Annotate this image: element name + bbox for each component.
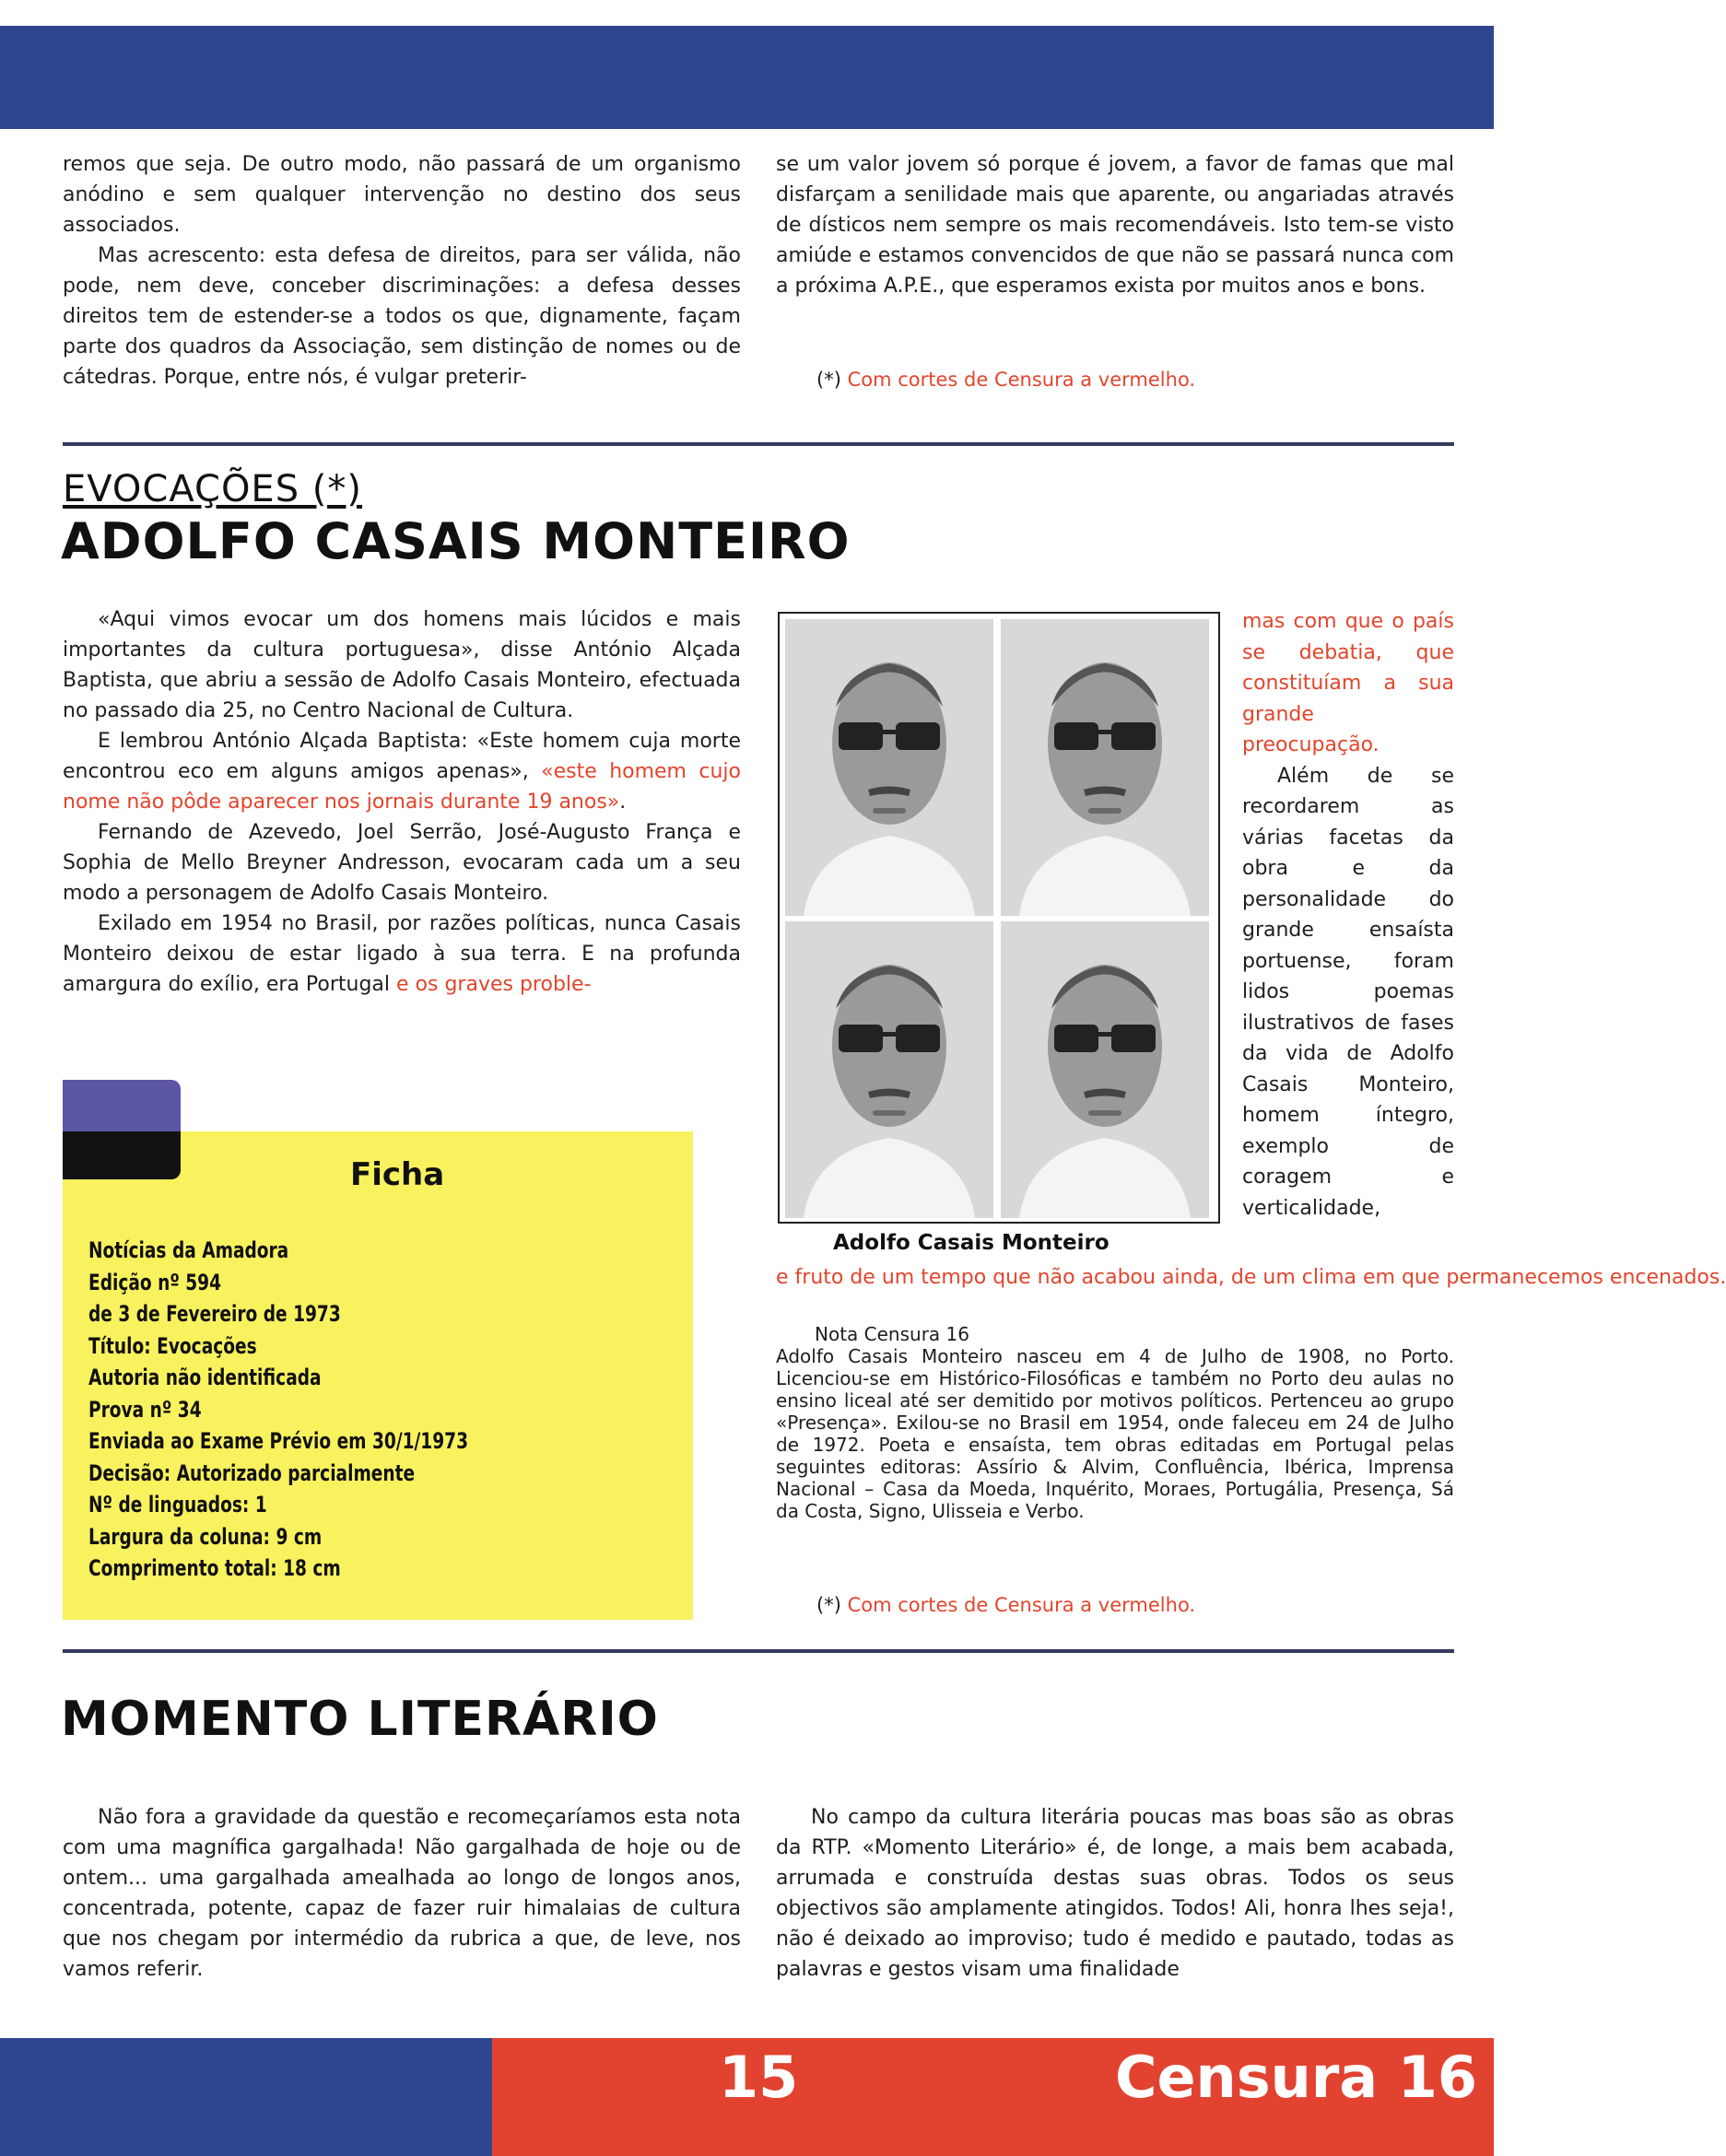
article-paragraph-2 [63,726,741,817]
divider-1 [63,442,1454,446]
ficha-line: Comprimento total: 18 cm [88,1555,341,1581]
ficha-line: Prova nº 34 [88,1396,202,1423]
nota-censura-body: Adolfo Casais Monteiro nasceu em 4 de Julho de 1908, no Porto. Licenciou-se em Histórico-Filosóficas e também no Porto deu aulas no ensino liceal até ser demitido por motivos políticos. Pertenceu ao grupo «Presença». Exilou-se no Brasil em 1954, onde faleceu em 24 de Julho de 1972. Poeta e ensaísta, tem obras editadas em Portugal pelas seguintes editoras: Assírio & Alvim, Confluência, Ibérica, Imprensa Nacional – Casa da Moeda, Inquérito, Moraes, Portugália, Presença, Sá da Costa, Signo, Ulisseia e Verbo. [776,1345,1454,1522]
nota-censura [776,1323,1454,1522]
portrait-image-3 [785,921,993,1218]
portrait-tile-3 [785,921,993,1218]
ficha-accent-black [63,1131,181,1179]
top-left-paragraph-1: remos que seja. De outro modo, não passará de um organismo anódino e sem qualquer intervenção no destino dos seus associados. [63,153,741,237]
ficha-line: Largura da coluna: 9 cm [88,1523,323,1550]
article-right-column [1242,606,1454,1224]
article-paragraph-2-text: E lembrou António Alçada Baptista: «Este homem cuja morte encontrou eco em alguns amigos apenas», [63,730,741,783]
top-censorship-text: Com cortes de Censura a vermelho. [847,369,1196,391]
top-left-paragraph-2: Mas acrescento: esta defesa de direitos, para ser válida, não pode, nem deve, conceber discriminações: a defesa desses direitos tem de estender-se a todos os que, dignamente, façam parte dos quadros da Associação, sem distinção de nomes ou de cátedras. Porque, entre nós, é vulgar preterir- [63,244,741,389]
ficha-line: Autoria não identificada [88,1365,322,1390]
ficha-line: Notícias da Amadora [88,1237,289,1263]
publication-name: Censura 16 [1115,2044,1478,2111]
footer-bar-blue [0,2038,492,2156]
portrait-image-4 [1001,921,1209,1218]
ficha-line: Título: Evocações [88,1332,257,1359]
portrait-tile-4 [1001,921,1209,1218]
nota-censorship-marker: (*) [816,1594,841,1616]
article-right-censored-2: e fruto de um tempo que não acabou ainda, de um clima em que permanecemos encenados. [776,1266,1726,1289]
article-paragraph-3: Fernando de Azevedo, Joel Serrão, José-Augusto França e Sophia de Mello Breyner Andresson, evocaram cada um a seu modo a personagem de Adolfo Casais Monteiro. [63,821,741,905]
divider-2 [63,1649,1454,1653]
momento-right-column [776,1802,1454,1985]
momento-title: MOMENTO LITERÁRIO [61,1692,659,1747]
ficha-title: Ficha [350,1156,445,1193]
momento-left-column [63,1802,741,1985]
article-paragraph-1: «Aqui vimos evocar um dos homens mais lúcidos e mais importantes da cultura portuguesa», disse António Alçada Baptista, que abriu a sessão de Adolfo Casais Monteiro, efectuada no passado dia 25, no Centro Nacional de Cultura. [63,608,741,722]
ficha-line: Edição nº 594 [88,1269,222,1295]
nota-censorship-note [816,1594,1195,1616]
article-right-censored-1: mas com que o país se debatia, que constituíam a sua grande preocupação. [1242,610,1454,756]
nota-censura-heading: Nota Censura 16 [815,1323,969,1345]
top-left-column [63,149,741,393]
article-paragraph-2-censored: «este homem cujo nome não pôde aparecer nos jornais durante 19 anos» [63,760,741,814]
article-paragraph-4 [63,908,741,1000]
top-banner [0,26,1494,129]
ficha-line: Nº de linguados: 1 [88,1492,267,1517]
portrait-tile-2 [1001,619,1209,916]
article-left-column [63,604,741,1000]
portrait-tile-1 [785,619,993,916]
article-title: ADOLFO CASAIS MONTEIRO [61,512,851,570]
article-paragraph-4-censored: e os graves proble- [396,973,592,996]
page-number: 15 [719,2044,799,2111]
article-paragraph-2-end: . [619,791,627,814]
ficha-lines [88,1235,468,1585]
momento-left-paragraph: Não fora a gravidade da questão e recomeçaríamos esta nota com uma magnífica gargalhada! Não gargalhada de hoje ou de ontem... uma gargalhada amealhada ao longo de longos anos, concentrada, potente, capaz de fazer ruir himalaias de cultura que nos chegam por intermédio da rubrica a que, de leve, nos vamos referir. [63,1806,741,1981]
momento-right-paragraph: No campo da cultura literária poucas mas boas são as obras da RTP. «Momento Literário» é, de longe, a mais bem acabada, arrumada e construída destas suas obras. Todos os seus objectivos são amplamente atingidos. Todos! Ali, honra lhes seja!, não é deixado ao improviso; tudo é medido e pautado, todas as palavras e gestos visam uma finalidade [776,1806,1454,1981]
nota-censorship-text: Com cortes de Censura a vermelho. [847,1594,1196,1616]
top-censorship-marker: (*) [816,369,841,391]
top-censorship-note [816,369,1195,391]
ficha-line: de 3 de Fevereiro de 1973 [88,1301,341,1327]
portrait-image-1 [785,619,993,916]
article-paragraph-4-text: Exilado em 1954 no Brasil, por razões políticas, nunca Casais Monteiro deixou de estar ligado à sua terra. E na profunda amargura do exílio, era Portugal [63,912,741,996]
ficha-line: Decisão: Autorizado parcialmente [88,1459,416,1486]
portrait-photo-grid [778,612,1220,1224]
photo-caption: Adolfo Casais Monteiro [833,1231,1110,1255]
portrait-image-2 [1001,619,1209,916]
top-right-paragraph: se um valor jovem só porque é jovem, a favor de famas que mal disfarçam a senilidade mais que aparente, ou angariadas através de dísticos nem sempre os mais recomendáveis. Isto tem-se visto amiúde e estamos convencidos de que não se passará nunca com a próxima A.P.E., que esperamos exista por muitos anos e bons. [776,153,1454,298]
article-right-paragraph: Além de se recordarem as várias facetas da obra e da personalidade do grande ensaísta portuense, foram lidos poemas ilustrativos de fases da vida de Adolfo Casais Monteiro, homem íntegro, exemplo de coragem e verticalidade, [1242,764,1454,1220]
top-right-column [776,149,1454,301]
article-kicker: EVOCAÇÕES (*) [63,468,363,510]
ficha-line: Enviada ao Exame Prévio em 30/1/1973 [88,1428,468,1454]
